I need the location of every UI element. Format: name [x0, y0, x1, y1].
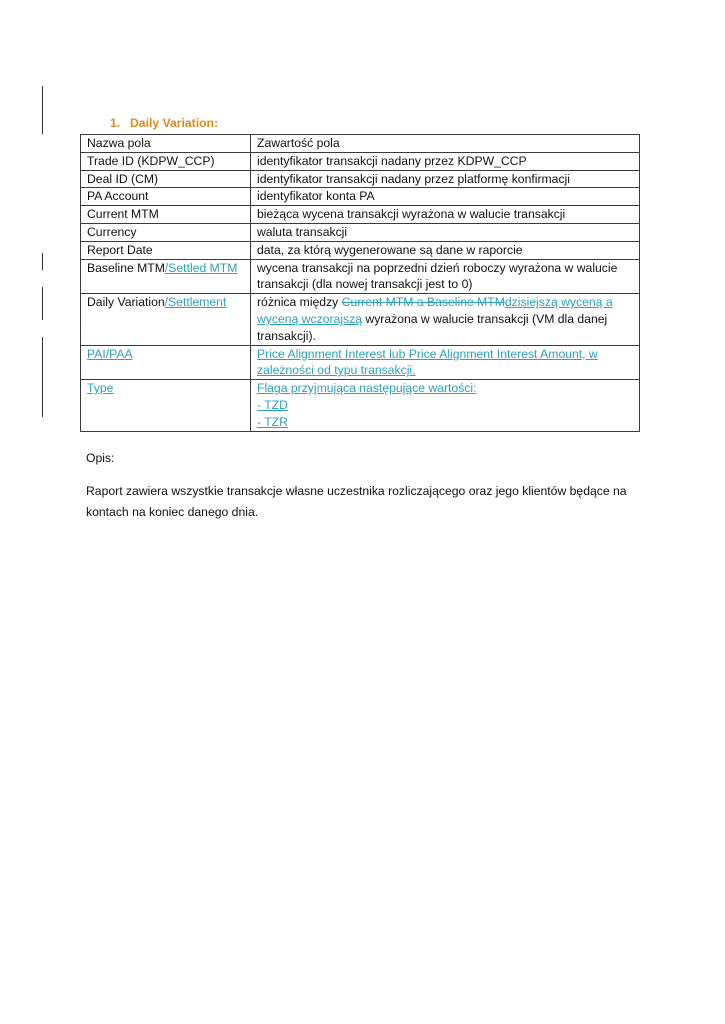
field-name: [81, 380, 251, 431]
deleted-text: Current MTM a Baseline MTM: [341, 295, 505, 310]
table-header-row: [81, 135, 640, 153]
header-cell: Zawartość pola: [251, 135, 640, 153]
field-name: Deal ID (CM): [81, 170, 251, 188]
inserted-line: [257, 397, 633, 414]
table-row: [81, 188, 640, 206]
field-name: Trade ID (KDPW_CCP): [81, 152, 251, 170]
field-content: identyfikator transakcji nadany przez platformę konfirmacji: [251, 170, 640, 188]
change-bar: [42, 253, 43, 270]
table-row: [81, 345, 640, 380]
section-heading: [110, 116, 218, 130]
content-text: wyrażona w walucie transakcji (VM dla danej transakcji).: [257, 311, 608, 343]
section-title: Daily Variation:: [130, 116, 219, 130]
inserted-line: [257, 380, 633, 397]
inserted-line: [257, 414, 633, 431]
type-value: - TZD: [257, 397, 288, 412]
field-content: bieżąca wycena transakcji wyrażona w walucie transakcji: [251, 206, 640, 224]
field-content: wycena transakcji na poprzedni dzień roboczy wyrażona w walucie transakcji (dla nowej transakcji jest to 0): [251, 259, 640, 294]
field-content: waluta transakcji: [251, 223, 640, 241]
field-name: PA Account: [81, 188, 251, 206]
table-row: [81, 170, 640, 188]
header-cell: Nazwa pola: [81, 135, 251, 153]
field-name: Report Date: [81, 241, 251, 259]
table-row: [81, 241, 640, 259]
table-row: [81, 380, 640, 431]
inserted-text: PAI/PAA: [87, 346, 133, 361]
inserted-text: dzisiejszą wyceną a wyceną wczorajszą: [257, 295, 613, 326]
field-name: [81, 259, 251, 294]
field-content: [251, 380, 640, 431]
field-content: identyfikator konta PA: [251, 188, 640, 206]
field-name: [81, 345, 251, 380]
field-name: [81, 294, 251, 345]
table-row: [81, 259, 640, 294]
table-row: [81, 223, 640, 241]
field-name-text: Daily Variation: [87, 295, 165, 310]
change-bar: [42, 287, 43, 320]
inserted-text: Price Alignment Interest lub Price Alignment Interest Amount, w zależności od typu transakcji.: [257, 346, 598, 378]
change-bar: [42, 337, 43, 417]
inserted-text: Flaga przyjmująca następujące wartości:: [257, 381, 477, 396]
content-text: różnica między: [257, 295, 342, 310]
type-value: - TZR: [257, 414, 288, 429]
table-row: [81, 294, 640, 345]
field-content: [251, 294, 640, 345]
fields-table: [80, 134, 640, 432]
inserted-text: Type: [87, 381, 114, 396]
section-number: 1.: [110, 116, 121, 130]
field-content: [251, 345, 640, 380]
field-name-text: Baseline MTM: [87, 260, 165, 275]
inserted-text: /Settled MTM: [164, 260, 238, 275]
table-row: [81, 152, 640, 170]
field-content: data, za którą wygenerowane są dane w raporcie: [251, 241, 640, 259]
table-row: [81, 206, 640, 224]
field-name: Current MTM: [81, 206, 251, 224]
change-bar: [42, 86, 43, 134]
field-content: identyfikator transakcji nadany przez KDPW_CCP: [251, 152, 640, 170]
inserted-text: /Settlement: [164, 295, 227, 310]
opis-label: Opis:: [86, 451, 115, 465]
field-name: Currency: [81, 223, 251, 241]
description-paragraph: Raport zawiera wszystkie transakcje własne uczestnika rozliczającego oraz jego klientów będące na kontach na koniec danego dnia.: [86, 484, 627, 519]
